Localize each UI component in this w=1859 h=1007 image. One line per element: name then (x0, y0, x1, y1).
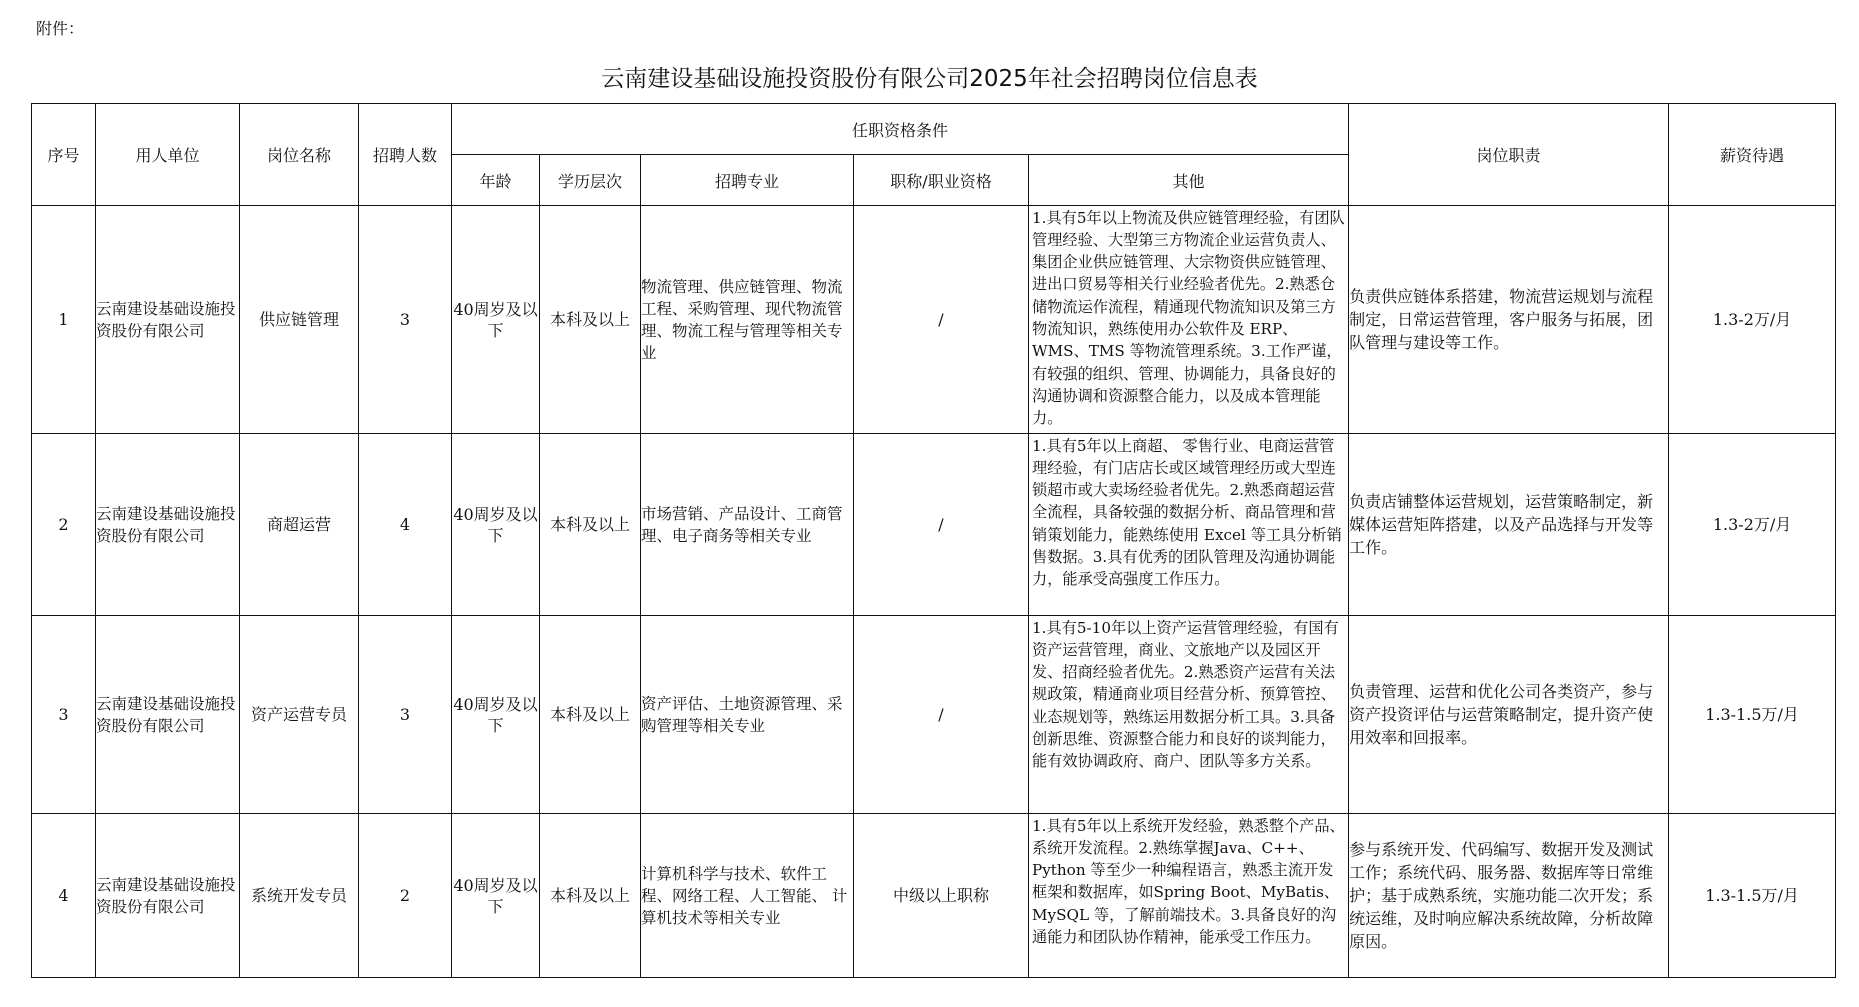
cell-count: 2 (359, 814, 452, 978)
recruitment-table (31, 103, 1836, 978)
cell-duties: 负责店铺整体运营规划，运营策略制定，新媒体运营矩阵搭建，以及产品选择与开发等工作。 (1349, 434, 1669, 616)
header-age: 年龄 (452, 155, 540, 206)
header-position: 岗位名称 (240, 104, 359, 206)
cell-unit: 云南建设基础设施投资股份有限公司 (96, 814, 240, 978)
cell-salary: 1.3-1.5万/月 (1669, 616, 1836, 814)
cell-education: 本科及以上 (540, 434, 641, 616)
cell-duties: 参与系统开发、代码编写、数据开发及测试工作；系统代码、服务器、数据库等日常维护；基于成熟系统，实施功能二次开发；系统运维，及时响应解决系统故障，分析故障原因。 (1349, 814, 1669, 978)
cell-unit: 云南建设基础设施投资股份有限公司 (96, 434, 240, 616)
cell-duties: 负责管理、运营和优化公司各类资产，参与资产投资评估与运营策略制定，提升资产使用效率和回报率。 (1349, 616, 1669, 814)
other-text: 1.具有5-10年以上资产运营管理经验，有国有资产运营管理，商业、文旅地产以及园区开发、招商经验者优先。2.熟悉资产运营有关法规政策，精通商业项目经营分析、预算管控、业态规划等，熟练运用数据分析工具。3.具备创新思维、资源整合能力和良好的谈判能力，能有效协调政府、商户、团队等多方关系。 (1032, 618, 1339, 771)
other-text: 1.具有5年以上商超、 零售行业、电商运营管理经验，有门店店长或区域管理经历或大型连锁超市或大卖场经验者优先。2.熟悉商超运营全流程，具备较强的数据分析、商品管理和营销策划能力，能熟练使用 Excel 等工具分析销售数据。3.具有优秀的团队管理及沟通协调能力，能承受高强度工作压力。 (1032, 436, 1342, 589)
cell-seq: 2 (32, 434, 96, 616)
header-seq: 序号 (32, 104, 96, 206)
page-title: 云南建设基础设施投资股份有限公司2025年社会招聘岗位信息表 (601, 66, 1258, 92)
header-title-qual: 职称/职业资格 (854, 155, 1029, 206)
attachment-label: 附件： (36, 19, 85, 38)
cell-position: 资产运营专员 (240, 616, 359, 814)
cell-major: 资产评估、土地资源管理、采购管理等相关专业 (641, 616, 854, 814)
cell-unit: 云南建设基础设施投资股份有限公司 (96, 616, 240, 814)
table-row (32, 616, 1836, 814)
cell-other (1029, 206, 1349, 434)
cell-duties: 负责供应链体系搭建，物流营运规划与流程制定，日常运营管理，客户服务与拓展，团队管理与建设等工作。 (1349, 206, 1669, 434)
header-qualifications: 任职资格条件 (452, 104, 1349, 155)
cell-other (1029, 616, 1349, 814)
cell-title-qual: 中级以上职称 (854, 814, 1029, 978)
other-text: 1.具有5年以上系统开发经验，熟悉整个产品、 系统开发流程。2.熟练掌握Java、C++、Python 等至少一种编程语言，熟悉主流开发框架和数据库，如Spring Boot、MyBatis、MySQL 等，了解前端技术。3.具备良好的沟通能力和团队协作精神，能承受工作压力。 (1032, 816, 1345, 946)
header-count: 招聘人数 (359, 104, 452, 206)
cell-count: 4 (359, 434, 452, 616)
cell-education: 本科及以上 (540, 206, 641, 434)
cell-count: 3 (359, 616, 452, 814)
cell-salary: 1.3-2万/月 (1669, 434, 1836, 616)
cell-seq: 4 (32, 814, 96, 978)
cell-position: 系统开发专员 (240, 814, 359, 978)
cell-other (1029, 814, 1349, 978)
header-salary: 薪资待遇 (1669, 104, 1836, 206)
cell-title-qual: / (854, 206, 1029, 434)
cell-position: 商超运营 (240, 434, 359, 616)
header-other: 其他 (1029, 155, 1349, 206)
header-row-1 (32, 104, 1836, 155)
cell-education: 本科及以上 (540, 814, 641, 978)
cell-title-qual: / (854, 616, 1029, 814)
cell-major: 物流管理、供应链管理、物流工程、采购管理、现代物流管理、物流工程与管理等相关专业 (641, 206, 854, 434)
header-major: 招聘专业 (641, 155, 854, 206)
header-education: 学历层次 (540, 155, 641, 206)
cell-position: 供应链管理 (240, 206, 359, 434)
cell-age: 40周岁及以下 (452, 814, 540, 978)
header-duties: 岗位职责 (1349, 104, 1669, 206)
cell-other (1029, 434, 1349, 616)
cell-major: 市场营销、产品设计、工商管理、电子商务等相关专业 (641, 434, 854, 616)
cell-major: 计算机科学与技术、软件工程、网络工程、人工智能、 计算机技术等相关专业 (641, 814, 854, 978)
cell-seq: 1 (32, 206, 96, 434)
header-unit: 用人单位 (96, 104, 240, 206)
cell-unit: 云南建设基础设施投资股份有限公司 (96, 206, 240, 434)
cell-salary: 1.3-2万/月 (1669, 206, 1836, 434)
cell-age: 40周岁及以下 (452, 206, 540, 434)
cell-age: 40周岁及以下 (452, 434, 540, 616)
cell-education: 本科及以上 (540, 616, 641, 814)
cell-age: 40周岁及以下 (452, 616, 540, 814)
cell-title-qual: / (854, 434, 1029, 616)
table-row (32, 206, 1836, 434)
table-row (32, 434, 1836, 616)
cell-seq: 3 (32, 616, 96, 814)
table-row (32, 814, 1836, 978)
cell-count: 3 (359, 206, 452, 434)
cell-salary: 1.3-1.5万/月 (1669, 814, 1836, 978)
other-text: 1.具有5年以上物流及供应链管理经验，有团队管理经验、大型第三方物流企业运营负责人、集团企业供应链管理、大宗物资供应链管理、进出口贸易等相关行业经验者优先。2.熟悉仓储物流运作流程，精通现代物流知识及第三方物流知识，熟练使用办公软件及 ERP、WMS、TMS 等物流管理系统。3.工作严谨，有较强的组织、管理、协调能力，具备良好的沟通协调和资源整合能力，以及成本管理能力。 (1032, 208, 1345, 428)
